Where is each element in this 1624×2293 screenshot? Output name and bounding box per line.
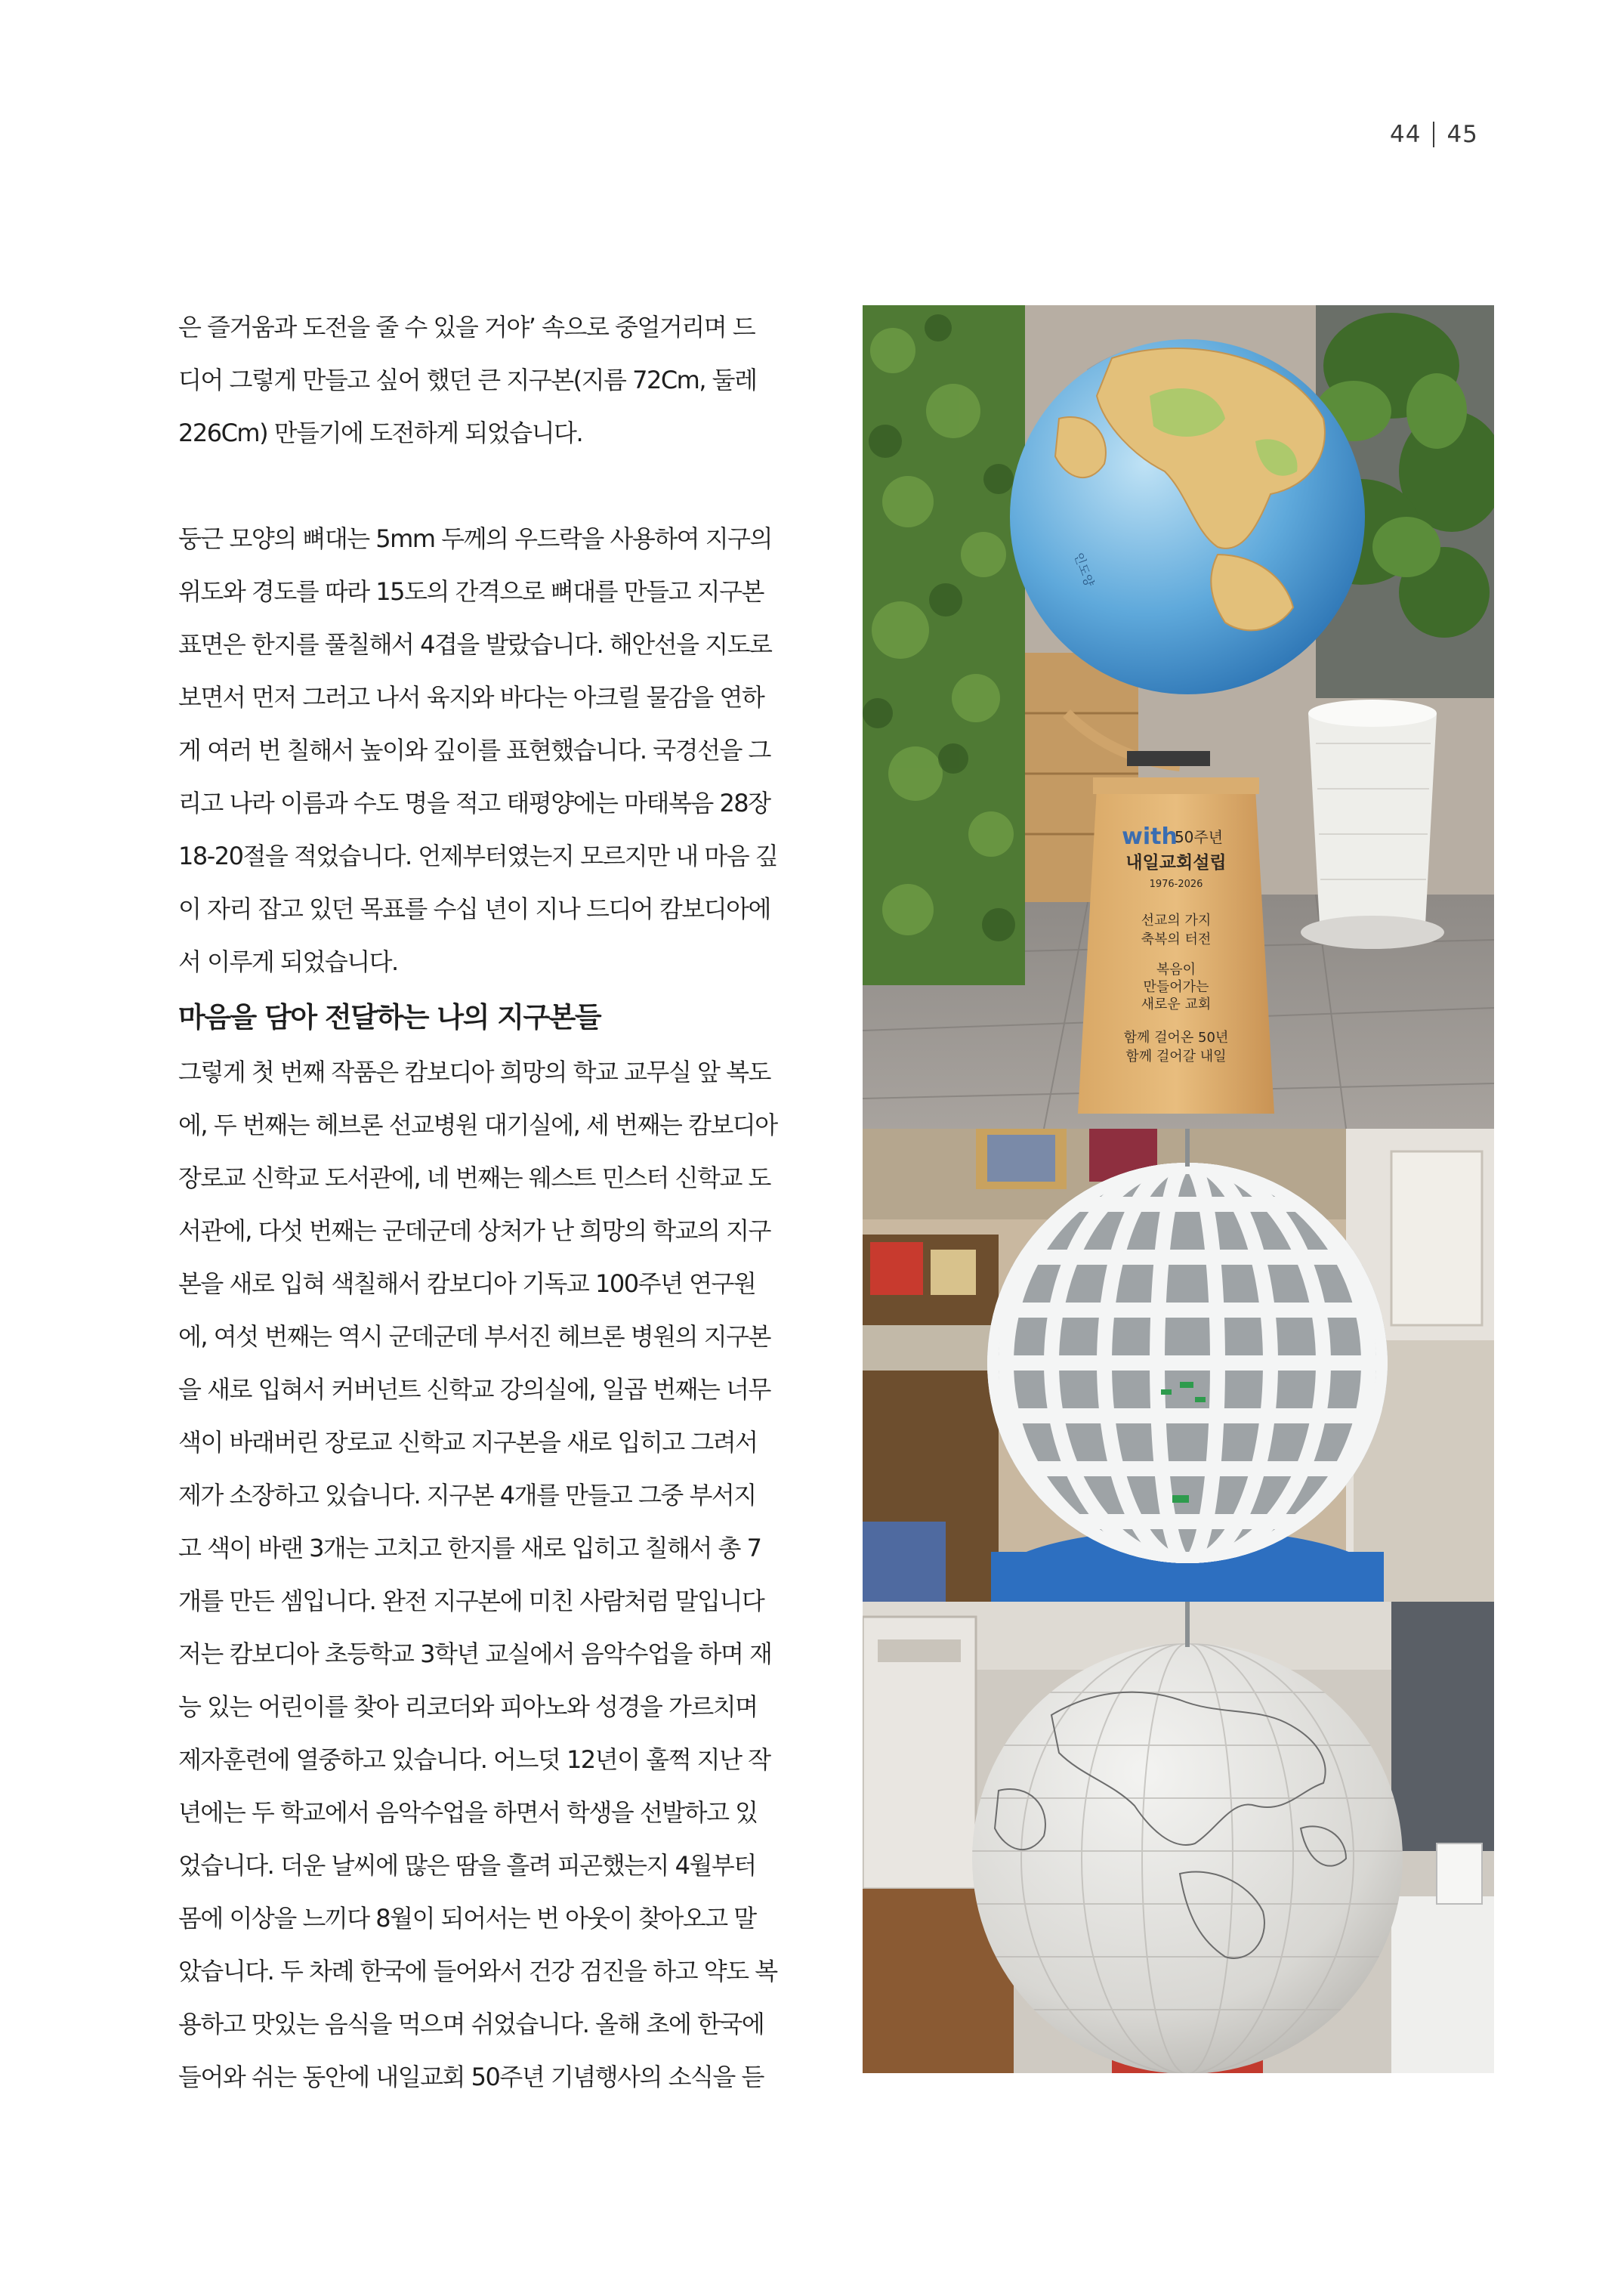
text-line: 능 있는 어린이를 찾아 리코더와 피아노와 성경을 가르치며 [178,1692,758,1721]
text-line: 색이 바래버린 장로교 신학교 지구본을 새로 입히고 그려서 [178,1428,758,1457]
text-line: 서관에, 다섯 번째는 군데군데 상처가 난 희망의 학교의 지구 [178,1216,770,1245]
text-line: 장로교 신학교 도서관에, 네 번째는 웨스트 민스터 신학교 도 [178,1163,770,1192]
text-line: 위도와 경도를 따라 15도의 간격으로 뼈대를 만들고 지구본 [178,577,764,606]
text-line: 디어 그렇게 만들고 싶어 했던 큰 지구본(지름 72Cm, 둘레 [178,366,757,394]
page-number [1390,121,1541,148]
section-heading: 마음을 담아 전달하는 나의 지구본들 [178,1001,601,1034]
text-line: 을 새로 입혀서 커버넌트 신학교 강의실에, 일곱 번째는 너무 [178,1375,770,1404]
body-text [178,301,811,2103]
text-line: 이 자리 잡고 있던 목표를 수십 년이 지나 드디어 캄보디아에 [178,895,770,923]
plaque-line: 새로운 교회 [1141,997,1212,1012]
text-line: 둥근 모양의 뼈대는 5mm 두께의 우드락을 사용하여 지구의 [178,524,772,553]
text-line: 본을 새로 입혀 색칠해서 캄보디아 기독교 100주년 연구원 [178,1269,756,1298]
text-line: 제가 소장하고 있습니다. 지구본 4개를 만들고 그중 부서지 [178,1481,756,1510]
photo-globe-frame [863,1129,1494,1602]
text-line: 았습니다. 두 차례 한국에 들어와서 건강 검진을 하고 약도 복 [178,1957,777,1986]
photo-painted-globe [863,305,1494,1129]
plaque-line: 축복의 터전 [1141,932,1212,947]
text-line: 은 즐거움과 도전을 줄 수 있을 거야’ 속으로 중얼거리며 드 [178,313,755,341]
plaque-line: 복음이 [1156,962,1196,978]
text-line: 에, 두 번째는 헤브론 선교병원 대기실에, 세 번째는 캄보디아 [178,1111,777,1139]
text-line: 제자훈련에 열중하고 있습니다. 어느덧 12년이 훌쩍 지난 작 [178,1745,770,1774]
text-line: 년에는 두 학교에서 음악수업을 하면서 학생을 선발하고 있 [178,1798,758,1827]
plaque-logo: with [1122,824,1178,850]
page-number-divider [1433,122,1434,147]
text-line: 표면은 한지를 풀칠해서 4겹을 발랐습니다. 해안선을 지도로 [178,630,772,659]
text-line: 서 이루게 되었습니다. [178,947,398,976]
text-line: 개를 만든 셈입니다. 완전 지구본에 미친 사람처럼 말입니다 [178,1587,764,1615]
globe-ocean-label: 인도양 [1071,550,1097,589]
plaque-anniversary: 50주년 [1174,828,1224,846]
text-line: 었습니다. 더운 날씨에 많은 땀을 흘려 피곤했는지 4월부터 [178,1851,756,1880]
plaque-line: 선교의 가지 [1141,913,1212,929]
plaque-line: 함께 걸어갈 내일 [1125,1049,1227,1065]
text-line: 게 여러 번 칠해서 높이와 깊이를 표현했습니다. 국경선을 그 [178,736,770,765]
plaque-line: 만들어가는 [1143,979,1209,995]
text-line: 들어와 쉬는 동안에 내일교회 50주년 기념행사의 소식을 듣 [178,2063,764,2091]
page-number-left: 44 [1390,121,1422,148]
text-line: 저는 캄보디아 초등학교 3학년 교실에서 음악수업을 하며 재 [178,1639,772,1668]
text-line: 에, 여섯 번째는 역시 군데군데 부서진 헤브론 병원의 지구본 [178,1322,770,1351]
plaque-line: 함께 걸어온 50년 [1123,1030,1229,1046]
text-line: 몸에 이상을 느끼다 8월이 되어서는 번 아웃이 찾아오고 말 [178,1904,756,1933]
text-line: 리고 나라 이름과 수도 명을 적고 태평양에는 마태복음 28장 [178,789,770,817]
plaque-years: 1976-2026 [1149,879,1203,890]
text-line: 18-20절을 적었습니다. 언제부터였는지 모르지만 내 마음 깊 [178,842,778,870]
text-line: 고 색이 바랜 3개는 고치고 한지를 새로 입히고 칠해서 총 7 [178,1534,761,1562]
text-line: 그렇게 첫 번째 작품은 캄보디아 희망의 학교 교무실 앞 복도 [178,1058,770,1086]
text-line: 보면서 먼저 그러고 나서 육지와 바다는 아크릴 물감을 연하 [178,683,764,712]
page-number-right: 45 [1446,121,1478,148]
text-line: 용하고 맛있는 음식을 먹으며 쉬었습니다. 올해 초에 한국에 [178,2010,764,2038]
photo-paper-globe [863,1602,1494,2073]
text-line: 226Cm) 만들기에 도전하게 되었습니다. [178,419,583,447]
plaque-church: 내일교회설립 [1125,853,1227,873]
